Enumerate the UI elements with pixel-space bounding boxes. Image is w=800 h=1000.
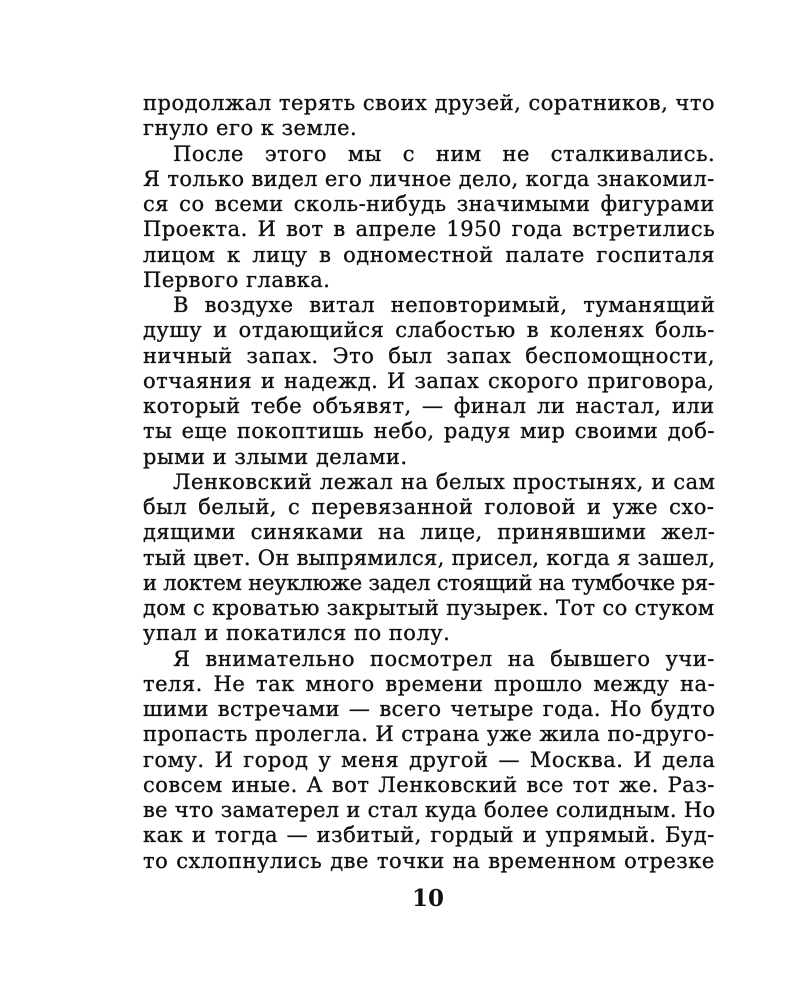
text-line: пропасть пролегла. И страна уже жила по-друго- [143,722,715,747]
text-line: гому. И город у меня другой — Москва. И дела [143,747,716,772]
text-line: шими встречами — всего четыре года. Но будто [143,697,716,721]
text-line: то схлопнулись две точки на временном отрезке [143,848,715,873]
text-line: рыми и злыми делами. [143,444,408,469]
text-line: После этого мы с ним не сталкивались. [173,141,716,166]
text-line: ся со всеми сколь-нибудь значимыми фигурами [143,192,715,216]
text-line: В воздухе витал неповторимый, туманящий [173,293,716,317]
text-line: душу и отдающийся слабостью в коленях боль- [143,318,715,343]
text-line: отчаяния и надежд. И запах скорого приговора, [143,368,715,393]
text-line: Я только видел его личное дело, когда знакомил- [143,166,715,191]
text-line: Я внимательно посмотрел на бывшего учи- [173,646,715,671]
page-number: 10 [411,885,444,912]
text-line: лицом к лицу в одноместной палате госпиталя [143,242,716,267]
text-line: который тебе объявят, — финал ли настал, или [143,394,715,418]
text-line: ничный запах. Это был запах беспомощности, [143,343,715,368]
text-line: дящими синяками на лице, принявшими жел- [143,520,716,545]
text-line: совсем иные. А вот Ленковский все тот же. Раз- [143,772,715,797]
text-line: ве что заматерел и стал куда более солидным. Но [143,798,716,822]
text-line: и локтем неуклюже задел стоящий на тумбочке ря- [143,570,715,595]
text-line: был белый, с перевязанной головой и уже схо- [143,495,715,519]
text-line: продолжал терять своих друзей, соратников, что [143,91,716,115]
body-text [143,91,715,874]
text-line: упал и покатился по полу. [143,621,451,646]
text-line: гнуло его к земле. [143,116,358,141]
text-line: теля. Не так много времени прошло между на- [143,671,716,696]
text-line: Первого главка. [143,267,331,292]
text-line: Проекта. И вот в апреле 1950 года встретились [143,217,716,242]
text-line: Ленковский лежал на белых простынях, и сам [173,469,716,494]
text-line: ты еще покоптишь небо, радуя мир своими доб- [143,419,715,444]
text-line: как и тогда — избитый, гордый и упрямый. Буд- [143,823,715,848]
text-line: тый цвет. Он выпрямился, присел, когда я зашел, [143,545,716,570]
text-line: дом с кроватью закрытый пузырек. Тот со стуком [143,596,715,620]
